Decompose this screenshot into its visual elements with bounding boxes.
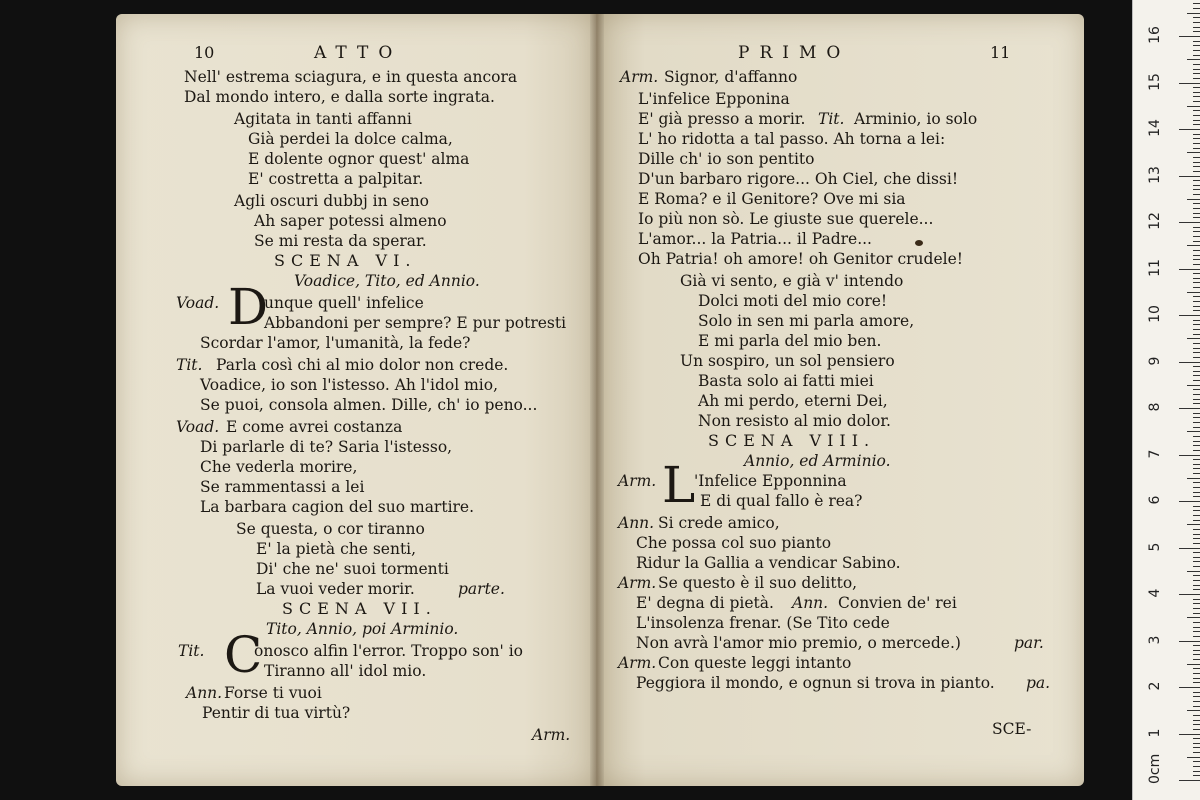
ruler-tick — [1193, 706, 1200, 707]
ruler-tick — [1179, 734, 1200, 735]
ruler-tick — [1193, 324, 1200, 325]
ruler-tick — [1193, 552, 1200, 553]
ruler-tick — [1193, 515, 1200, 516]
ruler-tick — [1193, 273, 1200, 274]
ruler-tick — [1179, 780, 1200, 781]
ruler-number: 1 — [1147, 728, 1163, 737]
ruler-tick — [1187, 13, 1200, 14]
speaker: Ann. — [186, 684, 223, 702]
ruler-tick — [1193, 8, 1200, 9]
ruler-tick — [1193, 17, 1200, 18]
drop-cap: D — [228, 278, 269, 336]
text-line: Non resisto al mio dolor. — [698, 412, 891, 430]
ruler-tick — [1179, 36, 1200, 37]
ruler-tick — [1193, 375, 1200, 376]
catchword: Arm. — [532, 726, 571, 744]
text-line: Già perdei la dolce calma, — [248, 130, 453, 148]
ruler-tick — [1193, 310, 1200, 311]
ruler-tick — [1193, 250, 1200, 251]
ruler-tick — [1193, 343, 1200, 344]
ruler-tick — [1193, 724, 1200, 725]
text-line: Se mi resta da sperar. — [254, 232, 427, 250]
ruler-tick — [1193, 27, 1200, 28]
ruler-tick — [1193, 171, 1200, 172]
ruler-tick — [1193, 329, 1200, 330]
ruler-tick — [1193, 529, 1200, 530]
ruler-tick — [1179, 501, 1200, 502]
speaker: Ann. — [792, 594, 829, 612]
ruler-tick — [1193, 589, 1200, 590]
text-line: E' costretta a palpitar. — [248, 170, 424, 188]
scene-characters: Voadice, Tito, ed Annio. — [294, 272, 480, 290]
text-line: Tiranno all' idol mio. — [264, 662, 427, 680]
ruler-tick — [1193, 627, 1200, 628]
ruler-tick — [1179, 269, 1200, 270]
ruler-tick — [1193, 282, 1200, 283]
text-line: Convien de' rei — [838, 594, 957, 612]
ruler-tick — [1193, 227, 1200, 228]
ruler-tick — [1193, 92, 1200, 93]
text-line: Dolci moti del mio core! — [698, 292, 888, 310]
scene-heading: SCENA VIII. — [708, 431, 876, 450]
left-page — [116, 14, 596, 786]
ruler-tick — [1193, 761, 1200, 762]
text-line: Basta solo ai fatti miei — [698, 372, 874, 390]
ruler-tick — [1193, 380, 1200, 381]
ruler-tick — [1193, 394, 1200, 395]
ruler-tick — [1187, 757, 1200, 758]
text-line: Che vederla morire, — [200, 458, 358, 476]
text-line: Si crede amico, — [658, 514, 780, 532]
measurement-ruler — [1132, 0, 1200, 800]
text-line: Se puoi, consola almen. Dille, ch' io peno... — [200, 396, 538, 414]
text-line: E dolente ognor quest' alma — [248, 150, 470, 168]
ruler-tick — [1193, 357, 1200, 358]
text-line: Arminio, io solo — [854, 110, 978, 128]
ruler-tick — [1193, 445, 1200, 446]
ruler-tick — [1179, 176, 1200, 177]
ruler-number: 2 — [1147, 681, 1163, 691]
scene-characters: Tito, Annio, poi Arminio. — [266, 620, 459, 638]
text-line: L'amor... la Patria... il Padre... — [638, 230, 872, 248]
speaker: Arm. — [618, 574, 657, 592]
right-page — [596, 14, 1084, 786]
speaker: Arm. — [618, 654, 657, 672]
text-line: Signor, d'affanno — [664, 68, 798, 86]
ruler-tick — [1193, 287, 1200, 288]
text-line: Di parlarle di te? Saria l'istesso, — [200, 438, 453, 456]
ruler-tick — [1193, 78, 1200, 79]
ruler-tick — [1179, 548, 1200, 549]
ruler-tick — [1193, 180, 1200, 181]
text-line: L' ho ridotta a tal passo. Ah torna a lei: — [638, 130, 946, 148]
ruler-tick — [1193, 236, 1200, 237]
ruler-tick — [1179, 594, 1200, 595]
text-line: Nell' estrema sciagura, e in questa ancora — [184, 68, 518, 86]
ruler-tick — [1193, 3, 1200, 4]
text-line: Forse ti vuoi — [224, 684, 322, 702]
ruler-tick — [1193, 506, 1200, 507]
drop-cap: C — [224, 626, 263, 684]
ruler-tick — [1193, 561, 1200, 562]
ruler-tick — [1179, 222, 1200, 223]
ruler-tick — [1193, 659, 1200, 660]
ruler-tick — [1179, 641, 1200, 642]
text-line: D'un barbaro rigore... Oh Ciel, che dissi! — [638, 170, 959, 188]
ruler-tick — [1193, 645, 1200, 646]
text-line: E' degna di pietà. — [636, 594, 774, 612]
ruler-number: 12 — [1147, 212, 1163, 230]
ruler-tick — [1193, 738, 1200, 739]
ruler-tick — [1193, 259, 1200, 260]
ruler-tick — [1193, 301, 1200, 302]
ruler-tick — [1187, 524, 1200, 525]
ruler-tick — [1193, 231, 1200, 232]
ruler-tick — [1193, 348, 1200, 349]
ruler-tick — [1193, 682, 1200, 683]
ruler-number: 8 — [1147, 402, 1163, 412]
text-line: Ah mi perdo, eterni Dei, — [698, 392, 888, 410]
ruler-tick — [1193, 306, 1200, 307]
ruler-tick — [1193, 120, 1200, 121]
ruler-tick — [1193, 622, 1200, 623]
ruler-tick — [1187, 338, 1200, 339]
text-line: Pentir di tua virtù? — [202, 704, 351, 722]
text-line: Se questa, o cor tiranno — [236, 520, 425, 538]
text-line: Solo in sen mi parla amore, — [698, 312, 915, 330]
ruler-tick — [1193, 194, 1200, 195]
ruler-tick — [1187, 710, 1200, 711]
ruler-tick — [1193, 73, 1200, 74]
ruler-tick — [1193, 134, 1200, 135]
ruler-tick — [1193, 334, 1200, 335]
stage-direction: par. — [1014, 634, 1044, 652]
ruler-tick — [1179, 687, 1200, 688]
speaker: Arm. — [620, 68, 659, 86]
open-book — [116, 14, 1084, 786]
text-line: Già vi sento, e già v' intendo — [680, 272, 904, 290]
ruler-tick — [1193, 636, 1200, 637]
ruler-tick — [1193, 580, 1200, 581]
text-line: unque quell' infelice — [264, 294, 424, 312]
text-line: E come avrei costanza — [226, 418, 403, 436]
ruler-tick — [1193, 566, 1200, 567]
text-line: Ridur la Gallia a vendicar Sabino. — [636, 554, 901, 572]
ruler-tick — [1187, 385, 1200, 386]
speaker: Ann. — [618, 514, 655, 532]
ruler-number: 6 — [1147, 495, 1163, 505]
scene-heading: SCENA VII. — [282, 599, 437, 618]
ruler-tick — [1193, 720, 1200, 721]
text-line: Dal mondo intero, e dalla sorte ingrata. — [184, 88, 495, 106]
ruler-tick — [1193, 599, 1200, 600]
ruler-tick — [1193, 371, 1200, 372]
ruler-tick — [1193, 668, 1200, 669]
ruler-number: 9 — [1147, 356, 1163, 365]
ruler-tick — [1179, 129, 1200, 130]
text-line: Un sospiro, un sol pensiero — [680, 352, 895, 370]
ruler-tick — [1193, 510, 1200, 511]
ruler-tick — [1193, 96, 1200, 97]
ruler-tick — [1179, 408, 1200, 409]
ruler-tick — [1193, 45, 1200, 46]
ruler-tick — [1193, 743, 1200, 744]
scene-heading: SCENA VI. — [274, 251, 417, 270]
text-line: Voadice, io son l'istesso. Ah l'idol mio, — [200, 376, 499, 394]
ruler-tick — [1193, 87, 1200, 88]
ruler-tick — [1193, 692, 1200, 693]
ruler-tick — [1193, 389, 1200, 390]
ruler-tick — [1193, 650, 1200, 651]
text-line: Agitata in tanti affanni — [234, 110, 412, 128]
ink-stain — [915, 240, 923, 246]
ruler-tick — [1193, 255, 1200, 256]
ruler-tick — [1193, 752, 1200, 753]
ruler-tick — [1193, 543, 1200, 544]
text-line: Che possa col suo pianto — [636, 534, 832, 552]
ruler-tick — [1193, 69, 1200, 70]
text-line: Dille ch' io son pentito — [638, 150, 815, 168]
ruler-tick — [1193, 747, 1200, 748]
ruler-tick — [1193, 189, 1200, 190]
running-head: PRIMO — [738, 43, 851, 63]
ruler-number: 3 — [1147, 635, 1163, 644]
text-line: Io più non sò. Le giuste sue querele... — [638, 210, 934, 228]
ruler-tick — [1187, 245, 1200, 246]
speaker: Voad. — [176, 418, 220, 436]
scene-characters: Annio, ed Arminio. — [744, 452, 891, 470]
text-line: Agli oscuri dubbj in seno — [234, 192, 429, 210]
ruler-tick — [1193, 729, 1200, 730]
ruler-tick — [1193, 124, 1200, 125]
ruler-number: 15 — [1147, 72, 1163, 91]
ruler-tick — [1193, 138, 1200, 139]
ruler-tick — [1193, 701, 1200, 702]
book-gutter — [590, 14, 604, 786]
ruler-number: 16 — [1147, 26, 1163, 44]
text-line: L'insolenza frenar. (Se Tito cede — [636, 614, 890, 632]
ruler-tick — [1193, 538, 1200, 539]
ruler-number: 4 — [1147, 588, 1163, 598]
ruler-number: 5 — [1147, 542, 1163, 551]
ruler-tick — [1193, 766, 1200, 767]
text-line: E' già presso a morir. — [638, 110, 806, 128]
ruler-tick — [1193, 278, 1200, 279]
ruler-tick — [1193, 631, 1200, 632]
ruler-tick — [1193, 492, 1200, 493]
ruler-tick — [1187, 152, 1200, 153]
drop-cap: L — [662, 456, 696, 514]
text-line: La vuoi veder morir. — [256, 580, 415, 598]
ruler-unit-label: 0cm — [1147, 753, 1163, 784]
text-line: Se questo è il suo delitto, — [658, 574, 858, 592]
text-line: E Roma? e il Genitore? Ove mi sia — [638, 190, 906, 208]
ruler-tick — [1193, 366, 1200, 367]
ruler-tick — [1193, 55, 1200, 56]
ruler-tick — [1193, 673, 1200, 674]
ruler-tick — [1193, 771, 1200, 772]
speaker: Tit. — [178, 642, 205, 660]
ruler-tick — [1193, 575, 1200, 576]
ruler-number: 10 — [1147, 305, 1163, 323]
ruler-tick — [1187, 106, 1200, 107]
text-line: La barbara cagion del suo martire. — [200, 498, 475, 516]
text-line: 'Infelice Epponnina — [694, 472, 847, 490]
speaker: Tit. — [818, 110, 845, 128]
ruler-tick — [1187, 617, 1200, 618]
ruler-tick — [1193, 436, 1200, 437]
ruler-tick — [1193, 450, 1200, 451]
text-line: Se rammentassi a lei — [200, 478, 365, 496]
ruler-tick — [1193, 520, 1200, 521]
ruler-tick — [1193, 441, 1200, 442]
speaker: Arm. — [618, 472, 657, 490]
ruler-tick — [1193, 403, 1200, 404]
ruler-tick — [1187, 431, 1200, 432]
ruler-tick — [1193, 64, 1200, 65]
ruler-number — [1147, 0, 1163, 1]
ruler-tick — [1193, 473, 1200, 474]
ruler-tick — [1193, 557, 1200, 558]
text-line: E' la pietà che senti, — [256, 540, 417, 558]
text-line: Non avrà l'amor mio premio, o mercede.) — [636, 634, 961, 652]
ruler-tick — [1193, 241, 1200, 242]
text-line: onosco alfin l'error. Troppo son' io — [254, 642, 524, 660]
ruler-tick — [1193, 613, 1200, 614]
ruler-tick — [1193, 101, 1200, 102]
ruler-tick — [1193, 50, 1200, 51]
ruler-tick — [1193, 603, 1200, 604]
speaker: Voad. — [176, 294, 220, 312]
text-line: L'infelice Epponina — [638, 90, 790, 108]
ruler-tick — [1193, 296, 1200, 297]
ruler-tick — [1193, 41, 1200, 42]
ruler-tick — [1193, 264, 1200, 265]
text-line: Scordar l'amor, l'umanità, la fede? — [200, 334, 471, 352]
ruler-tick — [1193, 678, 1200, 679]
ruler-tick — [1193, 459, 1200, 460]
ruler-number: 13 — [1147, 165, 1163, 184]
ruler-tick — [1193, 482, 1200, 483]
ruler-tick — [1193, 585, 1200, 586]
ruler-tick — [1193, 31, 1200, 32]
ruler-tick — [1179, 315, 1200, 316]
text-line: Peggiora il mondo, e ognun si trova in pianto. — [636, 674, 995, 692]
ruler-tick — [1193, 427, 1200, 428]
ruler-tick — [1193, 115, 1200, 116]
ruler-tick — [1193, 468, 1200, 469]
ruler-tick — [1193, 608, 1200, 609]
ruler-tick — [1193, 166, 1200, 167]
stage-direction: pa. — [1026, 674, 1051, 692]
ruler-tick — [1187, 664, 1200, 665]
ruler-tick — [1187, 59, 1200, 60]
ruler-number: 11 — [1147, 258, 1163, 277]
ruler-tick — [1193, 399, 1200, 400]
ruler-tick — [1193, 143, 1200, 144]
ruler-tick — [1193, 157, 1200, 158]
ruler-tick — [1193, 464, 1200, 465]
ruler-tick — [1193, 213, 1200, 214]
ruler-tick — [1193, 775, 1200, 776]
text-line: E mi parla del mio ben. — [698, 332, 882, 350]
ruler-tick — [1193, 148, 1200, 149]
text-line: E di qual fallo è rea? — [700, 492, 863, 510]
ruler-tick — [1187, 292, 1200, 293]
ruler-tick — [1193, 110, 1200, 111]
speaker: Tit. — [176, 356, 203, 374]
stage-direction: parte. — [458, 580, 505, 598]
ruler-tick — [1187, 478, 1200, 479]
ruler-tick — [1179, 455, 1200, 456]
ruler-tick — [1193, 496, 1200, 497]
ruler-number: 7 — [1147, 449, 1163, 458]
running-head: ATTO — [314, 43, 403, 63]
ruler-tick — [1193, 654, 1200, 655]
ruler-tick — [1187, 199, 1200, 200]
ruler-tick — [1179, 362, 1200, 363]
ruler-tick — [1193, 162, 1200, 163]
ruler-tick — [1193, 422, 1200, 423]
ruler-tick — [1193, 487, 1200, 488]
ruler-tick — [1193, 320, 1200, 321]
catchword: SCE- — [992, 720, 1032, 738]
ruler-tick — [1193, 413, 1200, 414]
ruler-tick — [1193, 534, 1200, 535]
page-number: 11 — [990, 43, 1011, 62]
ruler-tick — [1193, 22, 1200, 23]
text-line: Parla così chi al mio dolor non crede. — [216, 356, 509, 374]
ruler-tick — [1187, 571, 1200, 572]
ruler-tick — [1193, 417, 1200, 418]
ruler-tick — [1193, 696, 1200, 697]
ruler-tick — [1193, 203, 1200, 204]
ruler-tick — [1193, 352, 1200, 353]
ruler-number: 14 — [1147, 119, 1163, 137]
text-line: Abbandoni per sempre? E pur potresti — [264, 314, 567, 332]
text-line: Di' che ne' suoi tormenti — [256, 560, 449, 578]
ruler-tick — [1193, 715, 1200, 716]
ruler-tick — [1193, 217, 1200, 218]
text-line: Con queste leggi intanto — [658, 654, 852, 672]
ruler-tick — [1193, 185, 1200, 186]
ruler-tick — [1193, 208, 1200, 209]
page-number: 10 — [194, 43, 215, 62]
ruler-tick — [1179, 83, 1200, 84]
text-line: Ah saper potessi almeno — [254, 212, 447, 230]
text-line: Oh Patria! oh amore! oh Genitor crudele! — [638, 250, 963, 268]
